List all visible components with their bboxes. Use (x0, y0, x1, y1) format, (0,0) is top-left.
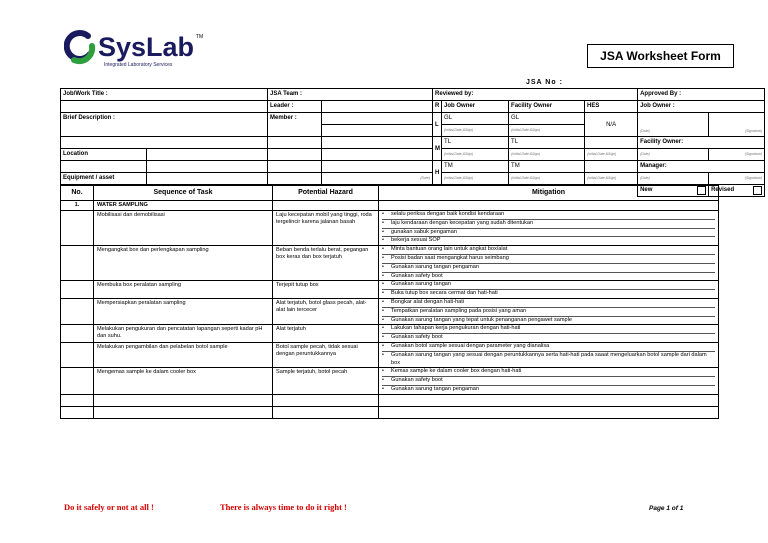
hazard-cell: Terjepit tutup box (273, 281, 379, 299)
mitigation-list (382, 343, 715, 367)
tm-job-owner (442, 161, 509, 173)
tm-facility-owner (509, 161, 585, 173)
location-extra (61, 161, 147, 173)
location-value-2[interactable] (147, 161, 268, 173)
revised-label: Revised (711, 187, 735, 193)
hes-na: N/A (585, 113, 638, 137)
col-mitigation-header: Mitigation (379, 186, 719, 201)
empty-cell (273, 406, 379, 418)
mitigation-cell (379, 246, 719, 281)
header-grid (60, 88, 765, 197)
tl-1: TL (444, 139, 452, 145)
hazard-cell: Botol sample pecah, tidak sesuai dengan peruntukkannya (273, 342, 379, 367)
task-cell: Melakukan pengukuran dan pencatatan lapangan seperti kadar pH dan suhu. (94, 325, 273, 343)
jsa-no-label: JSA No : (526, 79, 563, 86)
revised-checkbox[interactable] (753, 186, 762, 195)
mitigation-cell (379, 342, 719, 367)
date-hint: (Date) (322, 173, 433, 185)
empty-cell (61, 394, 94, 406)
hes-col-label: HES (585, 101, 638, 113)
col-hazard-header: Potential Hazard (273, 186, 379, 201)
row-no (61, 342, 94, 367)
location-value[interactable] (147, 149, 268, 161)
gl-facility-owner (509, 113, 585, 125)
task-cell: Membuka box peralatan sampling (94, 281, 273, 299)
hazard-cell: Sample terjatuh, botol pecah (273, 368, 379, 394)
member-value-1[interactable] (322, 113, 433, 125)
jsa-table (60, 185, 719, 419)
r-label: R (433, 101, 442, 113)
row-no (61, 281, 94, 299)
leader-label: Leader : (268, 101, 322, 113)
mitigation-item: • Gunakan botol sample sesuai dengan parameter yang dianalisa (382, 343, 715, 352)
job-title-label: Job/Work Title : (61, 89, 268, 101)
mitigation-item: • Gunakan safety boot (382, 273, 715, 281)
task-cell: Melakukan pengambilan dan pelabelan botol sample (94, 342, 273, 367)
table-row (61, 325, 719, 343)
member-value-5[interactable] (322, 161, 433, 173)
tm-1: TM (444, 163, 453, 169)
gl-job-owner (442, 113, 509, 125)
approved-by-label: Approved By : (638, 89, 765, 101)
leader-value[interactable] (322, 101, 433, 113)
h-label: H (433, 161, 442, 185)
mitigation-item: • Gunakan safety boot (382, 377, 715, 386)
hazard-cell: Alat terjatuh, botol glass pecah, alat-alat lain tercecer (273, 298, 379, 324)
syslab-logo-mark-icon (64, 30, 96, 66)
mitigation-item: • Buka tutup box secara cermat dan hati-hati (382, 290, 715, 298)
approver-manager-date: (Date) (638, 173, 709, 185)
mitigation-cell (379, 325, 719, 343)
approver-manager-label: Manager: (638, 161, 765, 173)
mitigation-cell (379, 298, 719, 324)
task-cell: Mempersiapkan peralatan sampling (94, 298, 273, 324)
row-no (61, 246, 94, 281)
mitigation-item: • Gunakan sarung tangan pengaman (382, 264, 715, 273)
hazard-cell: Laju kecepatan mobil yang tinggi, roda tergelincir karena jalanan basah (273, 211, 379, 246)
approver-job-owner-sign: (Signature) (709, 113, 765, 137)
logo-tm: TM (196, 34, 204, 40)
mitigation-item: • Gunakan sarung tangan yang sesuai dengan peruntukkannya serta hati-hati pada saaat mengeluarkan botol sample dari dalam box (382, 352, 715, 368)
empty-cell (379, 394, 719, 406)
form-title: JSA Worksheet Form (587, 44, 734, 68)
member-name-3[interactable] (268, 137, 322, 149)
member-label: Member : (268, 113, 322, 137)
table-row (61, 211, 719, 246)
row-no (61, 298, 94, 324)
approver-facility-owner-sign: (Signature) (709, 149, 765, 161)
initial-hint-hes-tl: (Initial,Date,&Sign) (585, 149, 638, 161)
hes-m-1 (585, 137, 638, 149)
equipment-value[interactable] (147, 173, 268, 185)
table-row (61, 368, 719, 394)
approver-job-owner-label: Job Owner : (638, 101, 765, 113)
col-no-header: No. (61, 186, 94, 201)
hazard-cell: Beban benda terlalu berat, pegangan box keras dan box terjatuh (273, 246, 379, 281)
table-row (61, 298, 719, 324)
table-row (61, 342, 719, 367)
mitigation-item: • Gunakan sarung tangan yang tepat untuk penanganan pengawet sample (382, 317, 715, 325)
empty-cell (94, 394, 273, 406)
tl-facility-owner (509, 137, 585, 149)
initial-hint-tm-1: (Initial,Date,&Sign) (442, 173, 509, 185)
mitigation-list (382, 211, 715, 245)
initial-hint-hes-tm: (Initial,Date,&Sign) (585, 173, 638, 185)
table-row (61, 281, 719, 299)
page-number: Page 1 of 1 (649, 505, 684, 512)
tm-2: TM (511, 163, 520, 169)
m-label: M (433, 137, 442, 161)
location-label: Location (61, 149, 147, 161)
tl-job-owner (442, 137, 509, 149)
empty-cell (94, 406, 273, 418)
mitigation-item: • Minta bantuan orang lain untuk angkat box/alat (382, 246, 715, 255)
logo-tagline: Integrated Laboratory Services (104, 62, 173, 68)
mitigation-item: • laju kendaraan dengan kecepatan yang sudah ditentukan (382, 220, 715, 229)
mitigation-item: • Posisi badan saat mengangkat harus seimbang (382, 255, 715, 264)
description-value[interactable] (61, 137, 268, 149)
task-cell: Mengangkat box dan perlengkapan sampling (94, 246, 273, 281)
hes-h-1 (585, 161, 638, 173)
member-name-4[interactable] (268, 149, 322, 161)
col-sequence-header: Sequence of Task (94, 186, 273, 201)
gl-1: GL (444, 115, 453, 121)
facility-owner-col-label: Facility Owner (509, 101, 585, 113)
gl-2: GL (511, 115, 520, 121)
member-value-4[interactable] (322, 149, 433, 161)
mitigation-list (382, 325, 715, 342)
mitigation-cell (379, 368, 719, 394)
member-name-6[interactable] (268, 173, 322, 185)
row-no (61, 325, 94, 343)
job-title-value[interactable] (61, 101, 268, 113)
tl-2: TL (511, 139, 519, 145)
approver-manager-sign: (Signature) (709, 173, 765, 185)
table-row (61, 246, 719, 281)
jsa-team-label: JSA Team : (268, 89, 433, 101)
task-cell: Mobilisasi dan demobilisasi (94, 211, 273, 246)
mitigation-item: • Tempatkan peralatan sampling pada posisi yang aman (382, 308, 715, 317)
member-value-3[interactable] (322, 137, 433, 149)
section-title: WATER SAMPLING (94, 201, 273, 211)
approver-job-owner-date: (Date) (638, 113, 709, 137)
mitigation-cell (379, 211, 719, 246)
brief-description-label: Brief Description : (61, 113, 268, 137)
mitigation-cell (379, 281, 719, 299)
logo-brand: SysLab (98, 32, 195, 62)
mitigation-item: • Bongkar alat dengan hati-hati (382, 299, 715, 308)
mitigation-item: • gunakan sabuk pengaman (382, 229, 715, 238)
safety-slogan-1: Do it safely or not at all ! (64, 502, 154, 512)
empty-cell (379, 406, 719, 418)
mitigation-list (382, 246, 715, 280)
mitigation-item: • bekerja sesuai SOP (382, 237, 715, 245)
mitigation-item: • Gunakan sarung tangan pengaman (382, 386, 715, 394)
section-mitigation-empty (379, 201, 719, 211)
l-label: L (433, 113, 442, 137)
hazard-cell: Alat terjatuh (273, 325, 379, 343)
new-label: New (640, 187, 653, 193)
mitigation-item: • Gunakan sarung tangan (382, 281, 715, 290)
initial-hint-tl-2: (Initial,Date,&Sign) (509, 149, 585, 161)
member-name-5[interactable] (268, 161, 322, 173)
approver-facility-owner-date: (Date) (638, 149, 709, 161)
mitigation-list (382, 368, 715, 393)
initial-hint-gl-2: (Initial,Date,&Sign) (509, 125, 585, 137)
initial-hint-tl-1: (Initial,Date,&Sign) (442, 149, 509, 161)
approver-facility-owner-label: Facility Owner: (638, 137, 765, 149)
equipment-label: Equipment / asset (61, 173, 147, 185)
syslab-logo (64, 30, 204, 74)
job-owner-col-label: Job Owner (442, 101, 509, 113)
task-cell: Mengemas sample ke dalam cooler box (94, 368, 273, 394)
mitigation-item: • Gunakan safety boot (382, 334, 715, 342)
task-rows (61, 211, 719, 395)
initial-hint-tm-2: (Initial,Date,&Sign) (509, 173, 585, 185)
member-value-2[interactable] (322, 125, 433, 137)
reviewed-by-label: Reviewed by: (433, 89, 638, 101)
mitigation-item: • Lakukan tahapan kerja pengukuran dengan hati-hati (382, 325, 715, 334)
mitigation-list (382, 299, 715, 324)
mitigation-item: • selalu periksa dengan baik kondisi kendaraan (382, 211, 715, 220)
empty-cell (273, 394, 379, 406)
section-no: 1. (61, 201, 94, 211)
safety-slogan-2: There is always time to do it right ! (220, 502, 347, 512)
initial-hint-gl-1: (Initial,Date,&Sign) (442, 125, 509, 137)
mitigation-list (382, 281, 715, 298)
section-hazard-empty (273, 201, 379, 211)
row-no (61, 211, 94, 246)
row-no (61, 368, 94, 394)
mitigation-item: • Kemas sample ke dalam cooler box dengan hati-hati (382, 368, 715, 377)
empty-cell (61, 406, 94, 418)
